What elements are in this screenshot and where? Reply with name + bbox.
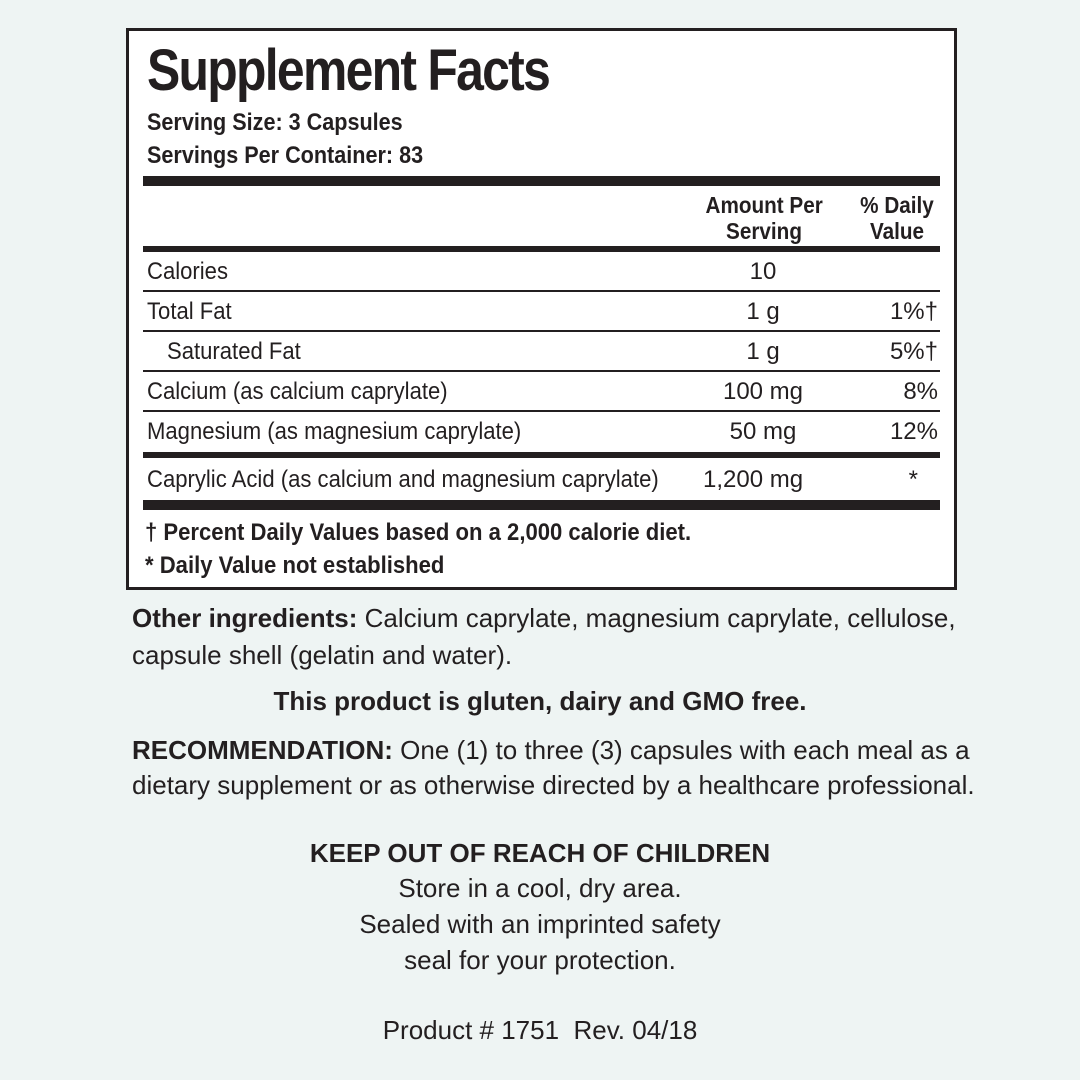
thick-divider-top	[143, 176, 940, 186]
recommendation-label: RECOMMENDATION:	[132, 735, 393, 765]
nutrient-name: Saturated Fat	[167, 338, 301, 365]
header-amount-line1: Amount Per	[705, 192, 823, 218]
nutrient-amount: 1,200 mg	[703, 466, 804, 493]
nutrient-amount: 1 g	[746, 338, 780, 365]
panel-title: Supplement Facts	[147, 38, 550, 103]
footnote-not-established: * Daily Value not established	[145, 552, 445, 579]
warning-line2: Sealed with an imprinted safety	[359, 909, 721, 939]
other-ingredients	[132, 600, 956, 636]
header-dv-line2: Value	[869, 218, 925, 244]
supplement-facts-panel	[126, 28, 957, 590]
table-row	[143, 292, 940, 332]
product-info: Product # 1751 Rev. 04/18	[382, 1015, 698, 1045]
servings-per-container: Servings Per Container: 83	[147, 142, 424, 169]
nutrient-name: Calcium (as calcium caprylate)	[147, 378, 448, 405]
thick-divider-mid	[143, 452, 940, 458]
nutrient-dv: 1%†	[889, 298, 938, 325]
nutrient-dv: 8%	[903, 378, 938, 405]
nutrient-name: Caprylic Acid (as calcium and magnesium caprylate)	[147, 466, 659, 493]
nutrient-name: Total Fat	[147, 298, 232, 325]
table-row	[143, 252, 940, 292]
warning-line3: seal for your protection.	[404, 945, 676, 975]
thick-divider-bottom	[143, 500, 940, 510]
nutrient-dv: 5%†	[889, 338, 938, 365]
nutrient-dv: 12%	[889, 418, 938, 445]
recommendation-line2: dietary supplement or as otherwise directed by a healthcare professional.	[132, 770, 975, 800]
table-row	[143, 412, 940, 452]
other-ingredients-line1: Calcium caprylate, magnesium caprylate, cellulose,	[357, 603, 956, 633]
table-row	[143, 460, 940, 500]
nutrient-amount: 10	[749, 258, 777, 285]
other-ingredients-line2: capsule shell (gelatin and water).	[132, 640, 513, 670]
table-row	[143, 332, 940, 372]
nutrient-name: Calories	[147, 258, 228, 285]
warning-line1: Store in a cool, dry area.	[398, 873, 682, 903]
serving-size: Serving Size: 3 Capsules	[147, 109, 403, 136]
nutrient-name: Magnesium (as magnesium caprylate)	[147, 418, 522, 445]
warning-title: KEEP OUT OF REACH OF CHILDREN	[309, 838, 771, 868]
nutrient-amount: 50 mg	[729, 418, 797, 445]
footnote-dv: † Percent Daily Values based on a 2,000 calorie diet.	[145, 519, 692, 546]
other-ingredients-label: Other ingredients:	[132, 603, 358, 633]
table-row	[143, 372, 940, 412]
nutrient-amount: 1 g	[746, 298, 780, 325]
nutrient-amount: 100 mg	[722, 378, 804, 405]
free-statement: This product is gluten, dairy and GMO free.	[273, 686, 807, 716]
header-dv-line1: % Daily	[860, 192, 934, 218]
nutrient-dv: *	[908, 466, 918, 493]
header-amount	[706, 192, 823, 244]
header-amount-line2: Serving	[726, 218, 802, 244]
recommendation-line1: One (1) to three (3) capsules with each meal as a	[392, 735, 970, 765]
recommendation	[132, 732, 970, 768]
header-daily-value	[852, 192, 942, 244]
